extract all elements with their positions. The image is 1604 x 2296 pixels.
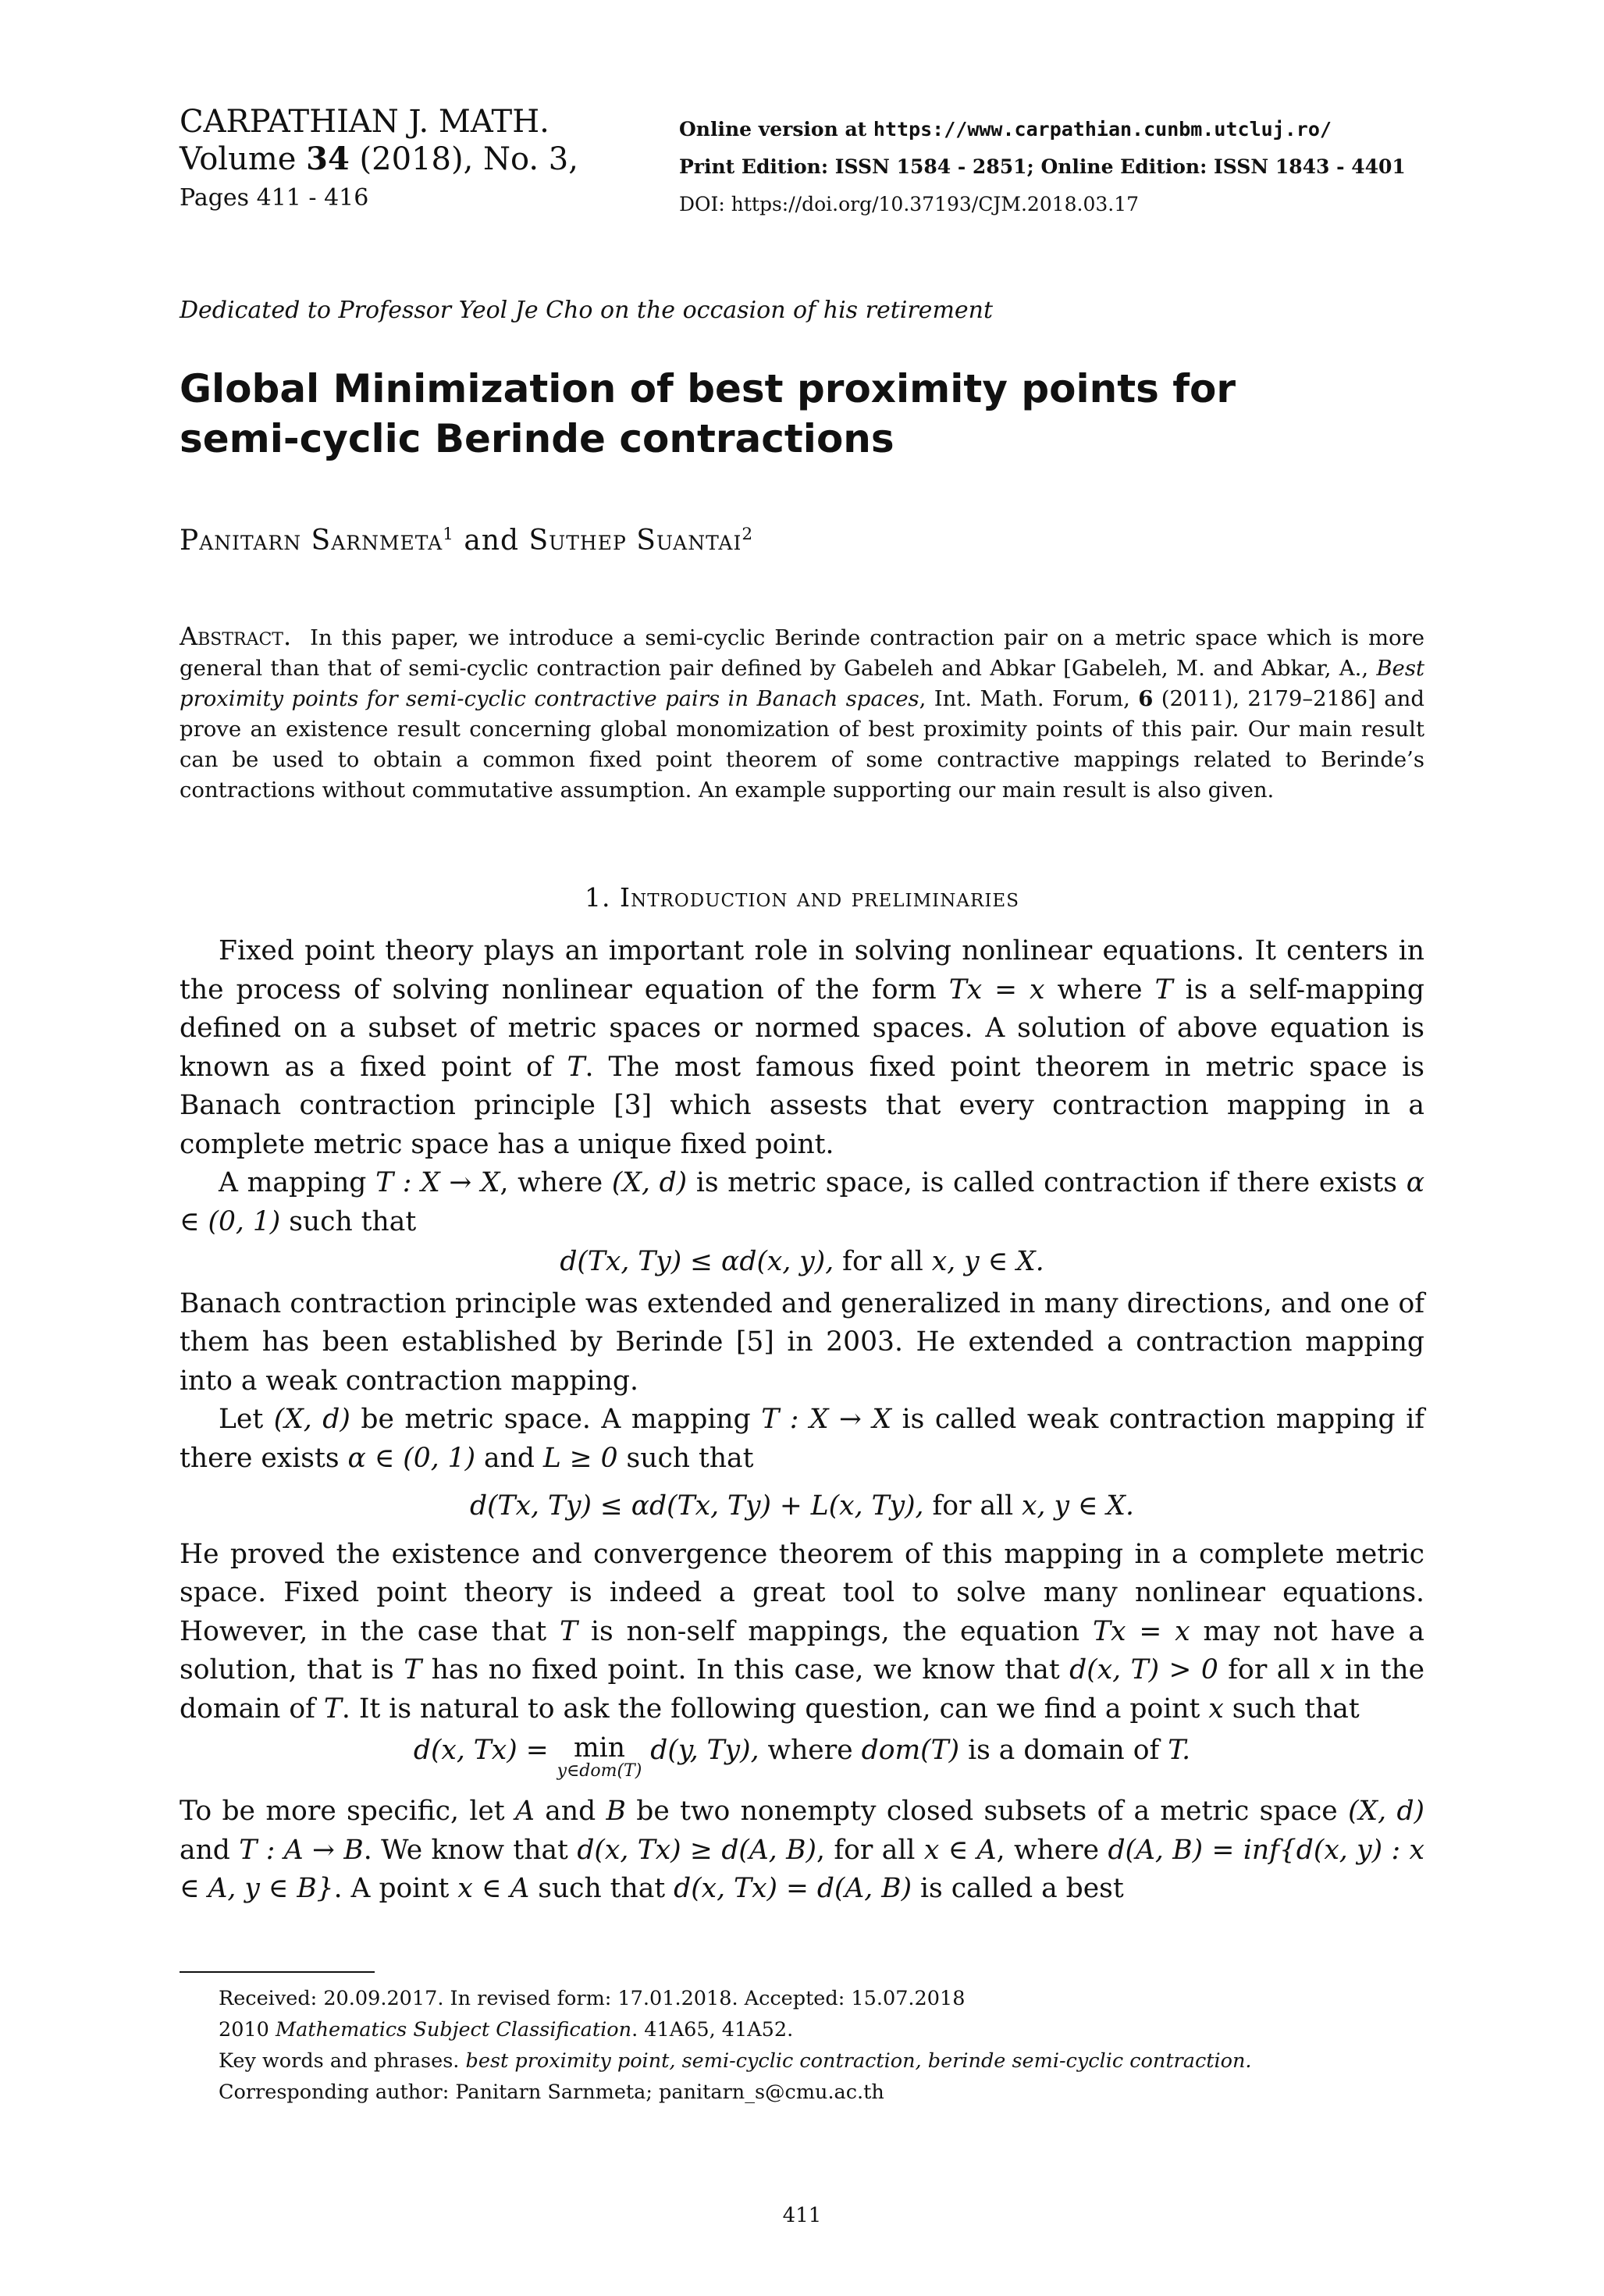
paragraph: To be more specific, let A and B be two nonempty closed subsets of a metric space (X, d) and T : A → B. We know that d(x, Tx) ≥ d(A, B), for all x ∈ A, where d(A, B) = inf{d(x, y) : x ∈ A, y ∈ B}. A point x ∈ A such that d(x, Tx) = d(A, B) is called a best	[180, 1796, 1425, 1904]
equation-weak-contraction: d(Tx, Ty) ≤ αd(Tx, Ty) + L(x, Ty), for all x, y ∈ X.	[470, 1490, 1134, 1522]
equation-contraction: d(Tx, Ty) ≤ αd(x, y), for all x, y ∈ X.	[560, 1246, 1044, 1277]
footnote-divider	[180, 1971, 375, 1973]
page-number: 411	[782, 2204, 822, 2227]
reference-title: Best proximity points for semi-cyclic contractive pairs in Banach spaces	[180, 656, 1424, 711]
author-list: Panitarn Sarnmeta$^1$ and Suthep Suantai$^2$	[180, 525, 754, 557]
paragraph: Let (X, d) be metric space. A mapping T : X → X is called weak contraction mapping if there exists α ∈ (0, 1) and L ≥ 0 such that	[180, 1404, 1424, 1474]
volume-number: 34	[306, 141, 350, 177]
journal-name: CARPATHIAN J. MATH.	[180, 104, 549, 140]
footnote-keywords: Key words and phrases. best proximity point, semi-cyclic contraction, berinde semi-cyclic contraction.	[219, 2049, 1252, 2073]
author-1: Panitarn Sarnmeta	[180, 525, 443, 557]
journal-pages: Pages 411 - 416	[180, 184, 369, 212]
abstract: Abstract. In this paper, we introduce a semi-cyclic Berinde contraction pair on a metric space which is more general than that of semi-cyclic contraction pair defined by Gabeleh and Abkar [Gabeleh, M. and Abkar, A., Best proximity points for semi-cyclic contractive pairs in Banach spaces, Int. Math. Forum, 6 (2011), 2179–2186] and prove an existence result concerning global monomization of best proximity points of this pair. Our main result can be used to obtain a common fixed point theorem of some contractive mappings related to Berinde’s contractions without commutative assumption. An example supporting our main result is also given.	[180, 621, 1424, 803]
print-edition: Print Edition: ISSN 1584 - 2851; Online Edition: ISSN 1843 - 4401	[679, 155, 1406, 178]
paragraph: Fixed point theory plays an important role in solving nonlinear equations. It centers in the process of solving nonlinear equation of the form Tx = x where T is a self-mapping defined on a subset of metric spaces or normed spaces. A solution of above equation is known as a fixed point of T. The most famous fixed point theorem in metric space is Banach contraction principle [3] which assests that every contraction mapping in a complete metric space has a unique fixed point.	[180, 935, 1425, 1160]
body-text	[180, 932, 1424, 1909]
author-2: Suthep Suantai	[528, 525, 742, 557]
journal-citation	[180, 103, 578, 215]
paragraph: He proved the existence and convergence theorem of this mapping in a complete metric space. Fixed point theory is indeed a great tool to solve many nonlinear equations. However, in the case that T is non-self mappings, the equation Tx = x may not have a solution, that is T has no fixed point. In this case, we know that d(x, T) > 0 for all x in the domain of T. It is natural to ask the following question, can we find a point x such that	[180, 1538, 1424, 1725]
journal-edition-info	[679, 111, 1406, 223]
online-version: Online version at https://www.carpathian.cunbm.utcluj.ro/	[679, 118, 1332, 141]
abstract-label: Abstract.	[180, 621, 292, 651]
paper-title: Global Minimization of best proximity points for semi-cyclic Berinde contractions	[180, 366, 1236, 461]
footnote-corresponding: Corresponding author: Panitarn Sarnmeta; panitarn_s@cmu.ac.th	[219, 2081, 884, 2104]
doi-link[interactable]: DOI: https://doi.org/10.37193/CJM.2018.03.17	[679, 193, 1140, 215]
equation-minimization: d(x, Tx) = min y∈dom(T) d(y, Ty), where dom(T) is a domain of T.	[413, 1732, 1191, 1781]
dedication: Dedicated to Professor Yeol Je Cho on the occasion of his retirement	[180, 297, 994, 324]
journal-volume: Volume 34 (2018), No. 3,	[180, 141, 578, 177]
journal-url-link[interactable]: https://www.carpathian.cunbm.utcluj.ro/	[873, 118, 1332, 141]
paragraph: Banach contraction principle was extended and generalized in many directions, and one of them has been established by Berinde [5] in 2003. He extended a contraction mapping into a weak contraction mapping.	[180, 1287, 1424, 1397]
paragraph: A mapping T : X → X, where (X, d) is metric space, is called contraction if there exists α ∈ (0, 1) such that	[180, 1167, 1425, 1237]
footnote-msc: 2010 Mathematics Subject Classification. 41A65, 41A52.	[219, 2018, 794, 2041]
section-heading: 1. Introduction and preliminaries	[585, 882, 1019, 913]
footnote-received: Received: 20.09.2017. In revised form: 17.01.2018. Accepted: 15.07.2018	[219, 1987, 966, 2010]
footnotes	[219, 1983, 1424, 2108]
